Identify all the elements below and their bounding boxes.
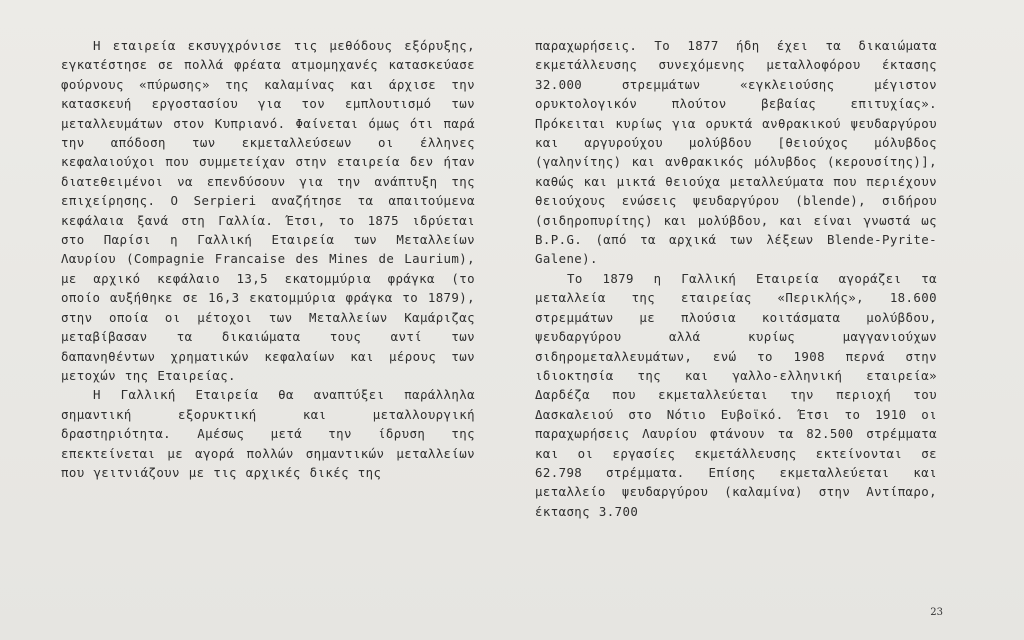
page-number: 23: [930, 607, 943, 618]
right-paragraph-2: Το 1879 η Γαλλική Εταιρεία αγοράζει τα μεταλλεία της εταιρείας «Περικλής», 18.600 στρεμμάτων με πλούσια κοιτάσματα μολύβδου, ψευδαργύρου αλλά κυρίως μαγγανιούχων σιδηρομεταλλευμάτων, ενώ το 1908 περνά στην ιδιοκτησία της και γαλλο-ελληνική εταιρεία» Δαρδέζα που εκμεταλλεύεται την περιοχή του Δασκαλειού στο Νότιο Ευβοϊκό. Έτσι το 1910 οι παραχωρήσεις Λαυρίου φτάνουν τα 82.500 στρέμματα και οι εργασίες εκμετάλλευσης εκτείνονται σε 62.798 στρέμματα. Επίσης εκμεταλλεύεται και μεταλλείο ψευδαργύρου (καλαμίνα) στην Αντίπαρο, έκτασης 3.700: [535, 270, 937, 519]
left-text-column: [61, 36, 475, 482]
right-text-column: [535, 36, 937, 521]
left-paragraph-1: Η εταιρεία εκσυγχρόνισε τις μεθόδους εξόρυξης, εγκατέστησε σε πολλά φρέατα ατμομηχανές κατασκεύασε φούρνους «πύρωσης» της καλαμίνας και άρχισε την κατασκευή εργοστασίου για τον εμπλουτισμό των μεταλλευμάτων στον Κυπριανό. Φαίνεται όμως ότι παρά την απόδοση των εκμεταλλεύσεων οι έλληνες κεφαλαιούχοι που συμμετείχαν στην εταιρεία δεν ήταν διατεθειμένοι να επενδύσουν για την ανάπτυξη της επιχείρησης. Ο Serpieri αναζήτησε τα απαιτούμενα κεφάλαια ξανά στη Γαλλία. Έτσι, το 1875 ιδρύεται στο Παρίσι η Γαλλική Εταιρεία των Μεταλλείων Λαυρίου (Compagnie Francaise des Mines de Laurium), με αρχικό κεφάλαιο 13,5 εκατομμύρια φράγκα (το οποίο αυξήθηκε σε 16,3 εκατομμύρια φράγκα το 1879), στην οποία οι μέτοχοι των Μεταλλείων Καμάριζας μεταβίβασαν τα δικαιώματα τους αντί των δαπανηθέντων χρηματικών κεφαλαίων και μέρους των μετοχών της Εταιρείας.: [61, 38, 475, 383]
right-paragraph-1: παραχωρήσεις. Το 1877 ήδη έχει τα δικαιώματα εκμετάλλευσης συνεχόμενης μεταλλοφόρου έκτασης 32.000 στρεμμάτων «εγκλειούσης μέγιστον ορυκτολογικόν πλούτον βεβαίας επιτυχίας». Πρόκειται κυρίως για ορυκτά ανθρακικού ψευδαργύρου και αργυρούχου μολύβδου [θειούχος μόλυβδος (γαληνίτης) και ανθρακικός μόλυβδος (κερουσίτης)], καθώς και μικτά θειούχα μεταλλεύματα που περιέχουν θειούχους ενώσεις ψευδαργύρου (blende), σιδήρου (σιδηροπυρίτης) και μολύβδου, και είναι γνωστά ως B.P.G. (από τα αρχικά των λέξεων Blende-Pyrite-Galene).: [535, 38, 937, 267]
left-paragraph-2: Η Γαλλική Εταιρεία θα αναπτύξει παράλληλα σημαντική εξορυκτική και μεταλλουργική δραστηριότητα. Αμέσως μετά την ίδρυση της επεκτείνεται με αγορά πολλών σημαντικών μεταλλείων που γειτνιάζουν με τις αρχικές δικές της: [61, 387, 475, 480]
